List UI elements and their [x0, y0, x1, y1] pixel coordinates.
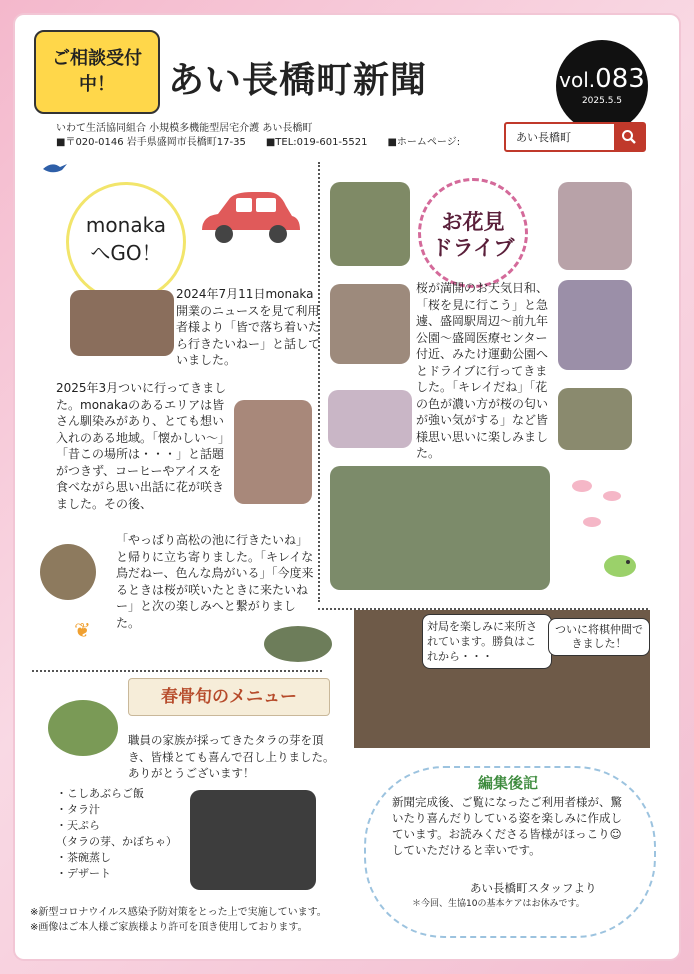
hanami-photo-2 [330, 284, 410, 364]
volume-badge [556, 40, 648, 132]
hanami-photo-1 [330, 182, 410, 266]
hanami-photo-4 [558, 280, 632, 370]
issue-date: 2025.5.5 [581, 96, 623, 106]
butterfly-icon: ❦ [74, 618, 91, 642]
cherry-blossom-photo [328, 390, 412, 448]
shogi-speech-bubble: ついに将棋仲間できました！ [548, 618, 650, 656]
bird-icon [42, 160, 68, 174]
mallard-photo [264, 626, 332, 662]
monaka-photo-2 [234, 400, 312, 504]
search-text: あい長橋町 [516, 131, 571, 144]
tara-sprout-photo [48, 700, 118, 756]
duck-photo [40, 544, 96, 600]
hanami-body: 桜が満開のお天気日和、「桜を見に行こう」と急遽、盛岡駅周辺〜前九年公園〜盛岡医療センター付近、みたけ運動公園へとドライブに行ってきました。「キレイだね」「花の色が濃い方が桜の匂いが強い気がする」など皆様思い思いに楽しみました。 [416, 281, 549, 460]
org-contact: ■〒020-0146 岩手県盛岡市長橋町17-35 ■TEL:019-601-5521 ■ホームページ: [56, 137, 461, 148]
consultation-badge: ご相談受付中！ [34, 30, 160, 114]
group-photo [330, 466, 550, 590]
vol-prefix: vol. [559, 68, 596, 92]
monaka-para-2: 2025年3月ついに行ってきました。monakaのあるエリアは皆さん馴染みがあり、とても想い入れのある地域。「懐かしい〜」「昔この場所は・・・」と話題がつきず、コーヒーやアイスを食べながら思い出話に花が咲きました。その後、 [56, 381, 231, 511]
org-name: いわて生活協同組合 小規模多機能型居宅介護 あい長橋町 [56, 123, 313, 134]
menu-item: （タラの芽、かぼちゃ） [56, 835, 177, 848]
shogi-caption: 対局を楽しみに来所されています。勝負はこれから・・・ [422, 614, 552, 669]
monaka-title: monaka へGO！ [66, 182, 186, 302]
editor-title: 編集後記 [477, 774, 538, 792]
menu-item: ・こしあぶらご飯 [56, 787, 144, 800]
search-icon [621, 129, 637, 145]
sakura-illustration [562, 466, 652, 596]
menu-body: 職員の家族が採ってきたタラの芽を頂き、皆様とても喜んで召し上りました。ありがとうございます！ [128, 733, 335, 780]
editor-body: 新聞完成後、ご覧になったご利用者様が、驚いたり喜んだりしている姿を楽しみに作成しています。お読みくださる皆様がほっこり☺していただけると幸いです。 [392, 795, 622, 857]
column-divider [318, 162, 320, 602]
org-info [56, 122, 460, 150]
hanami-title: お花見 ドライブ [418, 178, 528, 288]
newsletter-title: あい長橋町新聞 [168, 60, 428, 101]
menu-list [56, 786, 177, 882]
hanami-photo-3 [558, 182, 632, 270]
car-illustration [196, 186, 302, 248]
editor-note: ＊今回、生協10の基本ケアはお休みです。 [412, 899, 585, 909]
editor-sign: あい長橋町スタッフより [470, 881, 597, 895]
menu-divider [32, 670, 322, 672]
menu-item: ・茶碗蒸し [56, 851, 111, 864]
menu-item: ・天ぷら [56, 819, 100, 832]
paper [18, 18, 676, 956]
search-box[interactable] [504, 122, 646, 152]
menu-title: 春骨旬のメニュー [128, 678, 330, 716]
monaka-para-3: 「やっぱり高松の池に行きたいね」と帰りに立ち寄りました。「キレイな鳥だねー、色んな鳥がいる」「今度来るときは桜が咲いたときに来たいねー」と次の楽しみへと繋がりました。 [116, 533, 314, 630]
search-button[interactable] [614, 124, 644, 150]
meal-photo [190, 790, 316, 890]
menu-item: ・デザート [56, 867, 111, 880]
vol-number: 083 [595, 64, 645, 94]
footer-line-2: ※画像はご本人様ご家族様より許可を頂き使用しております。 [30, 922, 308, 933]
footer-notes [30, 905, 327, 935]
monaka-photo-1 [70, 290, 174, 356]
footer-line-1: ※新型コロナウイルス感染予防対策をとった上で実施しています。 [30, 907, 327, 918]
monaka-para-1: 2024年7月11日monaka開業のニュースを見て利用者様より「皆で落ち着いたら行きたいねー」と話していました。 [176, 287, 321, 367]
hanami-photo-5 [558, 388, 632, 450]
menu-item: ・タラ汁 [56, 803, 100, 816]
